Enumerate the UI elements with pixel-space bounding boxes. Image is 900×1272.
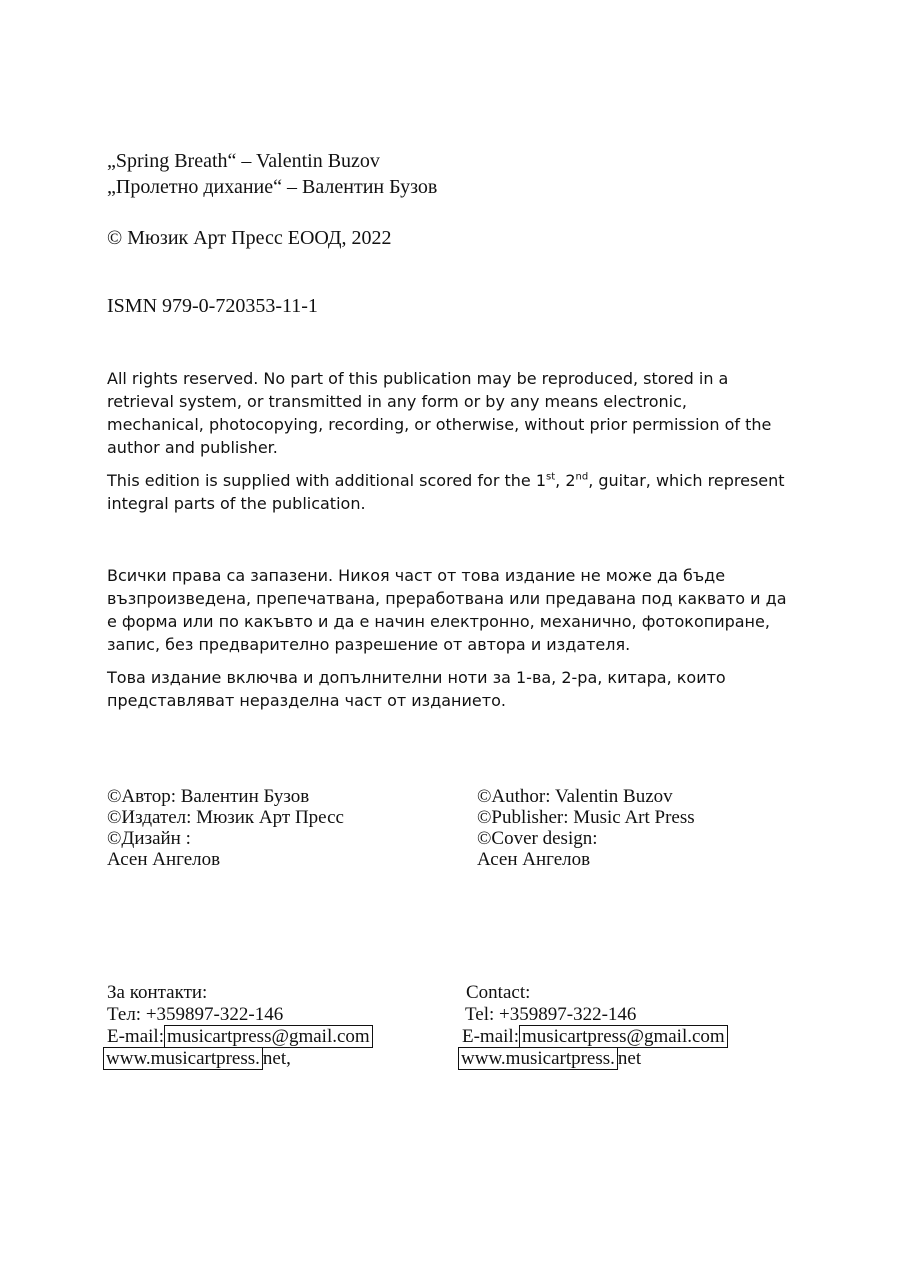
website-rest-en: net (617, 1048, 642, 1069)
bulgarian-notice (107, 564, 792, 712)
credit-publisher-en: ©Publisher: Music Art Press (477, 807, 695, 828)
credit-author-en: ©Author: Valentin Buzov (477, 786, 673, 807)
contact-heading-en: Contact: (466, 982, 531, 1003)
credit-design-bg: ©Дизайн : (107, 828, 191, 849)
credits-bulgarian (107, 786, 344, 870)
contact-heading-bg: За контакти: (107, 982, 208, 1003)
credits-english (477, 786, 695, 870)
contacts-bulgarian (107, 982, 373, 1070)
website-link-bg[interactable]: www.musicartpress. (103, 1047, 263, 1070)
email-link-bg[interactable]: musicartpress@gmail.com (164, 1025, 373, 1048)
edition-text-3: , guitar, which represent integral parts of the publication. (107, 471, 785, 513)
contact-phone-bg: Тел: +359897-322-146 (107, 1004, 284, 1025)
contact-phone-en: Tel: +359897-322-146 (465, 1004, 637, 1025)
website-rest-bg: net, (262, 1048, 291, 1069)
rights-notice-bg: Всички права са запазени. Никоя част от това издание не може да бъде възпроизведена, препечатвана, преработвана или предавана под каквато и да е форма или по какъвто и да е начин електронно, механично, фотокопиране, запис, без предварително разрешение от автора и издателя. (107, 566, 787, 654)
edition-notice-bg: Това издание включва и допълнителни ноти за 1-ва, 2-ра, китара, които представляват неразделна част от изданието. (107, 668, 726, 710)
contact-web-row-en (458, 1048, 728, 1070)
credit-author-bg: ©Автор: Валентин Бузов (107, 786, 310, 807)
rights-notice-en: All rights reserved. No part of this publication may be reproduced, stored in a retrieval system, or transmitted in any form or by any means electronic, mechanical, photocopying, recording, or otherwise, without prior permission of the author and publisher. (107, 369, 772, 457)
credit-designer-bg: Асен Ангелов (107, 849, 221, 870)
superscript-nd: nd (575, 471, 589, 483)
contact-web-row-bg (103, 1048, 373, 1070)
credit-publisher-bg: ©Издател: Мюзик Арт Пресс (107, 807, 344, 828)
edition-notice-en (107, 469, 787, 515)
edition-text-1: This edition is supplied with additional scored for the 1 (107, 471, 547, 490)
ismn: ISMN 979-0-720353-11-1 (107, 295, 318, 317)
credit-designer-en: Асен Ангелов (477, 849, 591, 870)
edition-text-2: , 2 (555, 471, 576, 490)
email-label-bg: E-mail: (107, 1026, 164, 1047)
superscript-st: st (546, 471, 556, 483)
title-block (107, 148, 437, 200)
contact-email-row-en (462, 1026, 728, 1048)
title-bulgarian: „Пролетно дихание“ – Валентин Бузов (107, 176, 438, 198)
website-link-en[interactable]: www.musicartpress. (458, 1047, 618, 1070)
copyright-line: © Мюзик Арт Пресс ЕООД, 2022 (107, 227, 392, 249)
contact-email-row-bg (107, 1026, 373, 1048)
email-label-en: E-mail: (462, 1026, 519, 1047)
credit-design-en: ©Cover design: (477, 828, 598, 849)
title-english: „Spring Breath“ – Valentin Buzov (107, 150, 380, 172)
contacts-english (462, 982, 728, 1070)
email-link-en[interactable]: musicartpress@gmail.com (519, 1025, 728, 1048)
english-notice (107, 367, 787, 515)
